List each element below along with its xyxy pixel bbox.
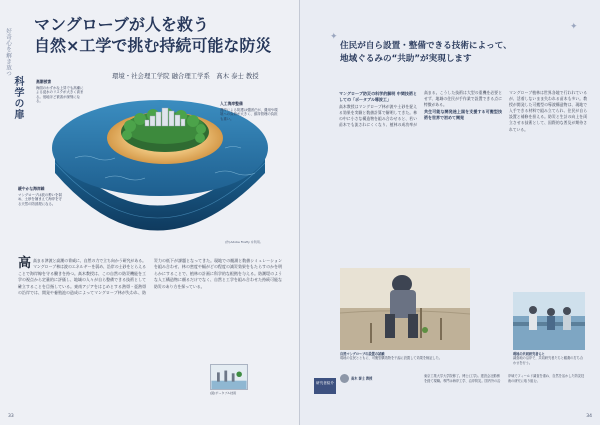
- page-number-right: 34: [586, 414, 592, 419]
- callout-storm-surge: [36, 80, 86, 104]
- field-test-caption: [340, 352, 470, 361]
- image-credit: (作)Adobe Firefly を利用。: [225, 240, 263, 244]
- left-body: 高まる津波と高潮の脅威に、自然の力で立ち向かう研究がある。マングローブ林は波のエネルギーを弱め、沿岸の土砂をとらえることで海岸線を守る働きを持つ。髙木教授は、この自然の防災機能を工学の視点から定量的に評価し、地域の人々が自ら整備できる技術として確立することを目指している。東南アジアをはじめとする熱帯・亜熱帯の沿岸では、開発や養殖池の造成によってマングローブ林が失われ、防災力の低下が課題となってきた。現地での観測と数値シミュレーションを組み合わせ、林の密度や幅がどの程度の減災効果をもたらすのかを明らかにすることで、植林の計画に科学的な根拠を与える。防潮堤のような人工構造物に頼るだけでなく、自然と工学を組み合わせた持続可能な防災のあり方を探っている。: [18, 258, 282, 296]
- tagline: 好奇心を解き放つ: [5, 28, 11, 77]
- sparkle-icon: ✦: [330, 32, 338, 42]
- right-headline-line-1: 住民が自ら設置・整備できる技術によって、: [340, 41, 512, 51]
- byline: 環境・社会理工学院 融合理工学系 髙木 泰士 教授: [112, 72, 259, 80]
- page-number-left: 33: [8, 414, 14, 419]
- article-title: [34, 14, 271, 56]
- profile-name: 髙木 泰士 教授: [351, 376, 373, 381]
- collaborators-caption: [513, 352, 585, 365]
- field-test-caption-title: 自然マングローブの設置の試験: [340, 352, 385, 356]
- sparkle-icon: ✦: [570, 22, 578, 32]
- right-headline: [340, 40, 512, 66]
- profile-section: [340, 374, 585, 383]
- callout-artificial-coast: [220, 102, 280, 121]
- field-test-photo: [340, 268, 470, 350]
- callout-artificial-coast-title: 人工海岸整備: [220, 101, 243, 106]
- right-body-1: 高木教授はマングローブ林が波や土砂を捉える効果を実験と数値計算で解明してきた。林の中に小さな構造物を組み合わせると、若い苗木でも流されにくくなり、植林の成功率が高まる。こうした技術は大型の重機を必要とせず、地域の住民が手作業で設置できる点に特徴がある。: [339, 90, 502, 128]
- right-page: [300, 0, 600, 425]
- subheading-1: マングローブ防災の科学的解明 中間技術としての「ポータブル導波工」: [339, 91, 417, 102]
- title-line-2: 自然×工学で挑む持続可能な防災: [34, 36, 272, 55]
- callout-gentle-coast-title: 緩やかな海岸線: [18, 186, 45, 191]
- avatar: [340, 374, 349, 383]
- series-label: 科学の扉: [12, 76, 23, 120]
- callout-gentle-coast: [18, 187, 64, 206]
- right-body-2: マングローブ植林は世界各地で行われているが、活着しないまま失われる苗木も多い。教授が開発した可搬型の導波構造物は、現地で入手できる材料で組み立てられ、住民が自ら設置と補修を担える。防災と生計の向上を両立させる技術として、国際的な普及が期待されている。: [509, 90, 587, 132]
- drop-cap: 高: [18, 256, 32, 271]
- right-body-text: [339, 90, 587, 260]
- collaborators-photo: [513, 292, 585, 350]
- subheading-2: 共生可能な開発途上国を支援する可搬型技術を世界で初めて開発: [424, 109, 502, 120]
- title-line-1: マングローブが人を救う: [34, 15, 209, 34]
- profile-name-row: [340, 374, 417, 383]
- callout-artificial-coast-text: 護岸による防護は強固だが、費用や環境への負荷が大きく、維持管理の負担も重い。: [220, 107, 278, 121]
- field-test-caption-text: 現地の住民とともに、可搬型構造物を干潟に設置して効果を検証した。: [340, 356, 442, 361]
- thumbnail-caption: (図)ポータブル技術: [210, 391, 237, 395]
- callout-gentle-coast-text: マングローブは波の勢いを弱め、土砂を捕まえて海岸を守る天然の防波堤になる。: [18, 192, 62, 206]
- callout-storm-surge-title: 高潮被害: [36, 79, 52, 84]
- collaborators-caption-text: 調査地の沿岸で、共同研究者たちと観測の打ち合わせを行う。: [513, 356, 584, 365]
- callout-storm-surge-text: 海面のわずかな上昇でも高潮による浸水のリスクが大きく高まる。低地ほど被害が深刻になる。: [36, 85, 84, 104]
- right-headline-line-2: 地域ぐるみの“共助”が実現します: [340, 54, 472, 64]
- profile-text: 東京工業大学大学院修了。博士(工学)。建設会社勤務を経て現職。専門は海岸工学、沿岸防災。国内外の沿岸域でフィールド調査を重ね、自然を活かした防災技術の研究に取り組む。: [424, 374, 585, 383]
- profile-badge: 研究者紹介: [314, 378, 336, 394]
- collaborators-caption-title: 現地の共同研究者らと: [513, 352, 545, 356]
- portable-tech-thumbnail: [210, 364, 248, 390]
